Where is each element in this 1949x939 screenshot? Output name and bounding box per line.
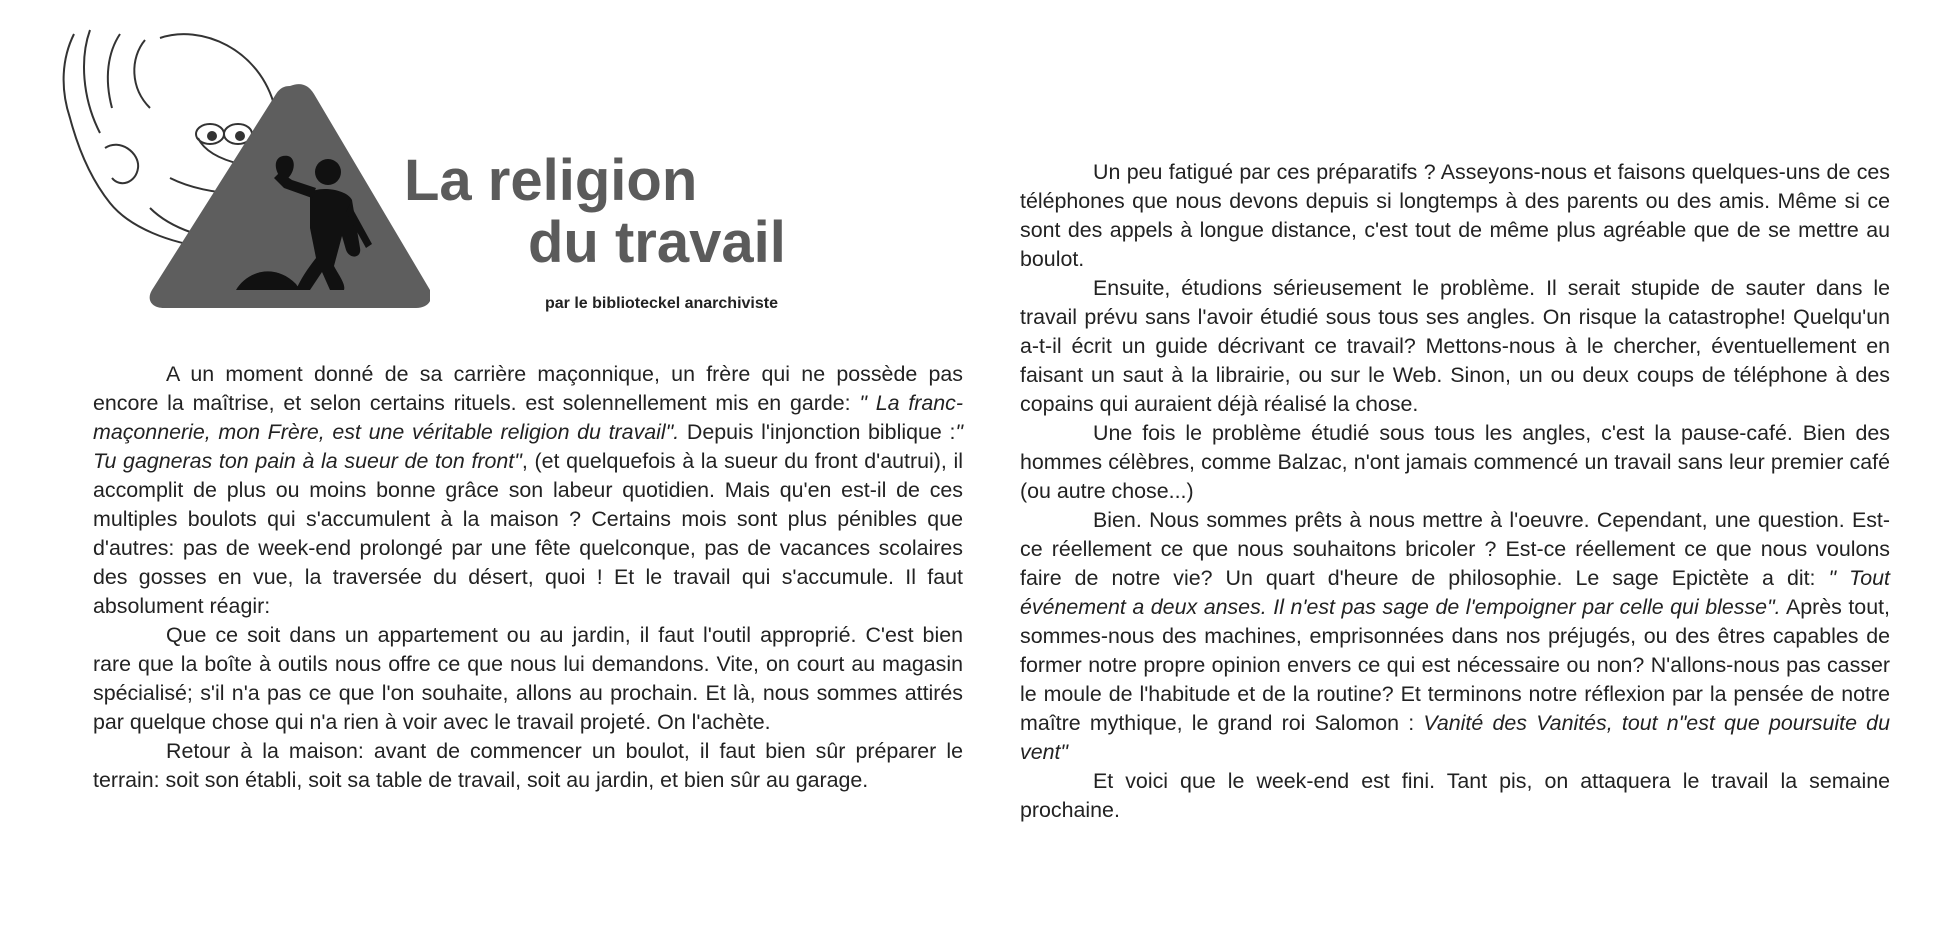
work-warning-sign-icon bbox=[60, 28, 430, 328]
author-byline: par le biblioteckel anarchiviste bbox=[545, 295, 778, 312]
quote-text: " La franc-maçonnerie, mon Frère, est une véritable religion du travail". bbox=[93, 391, 964, 444]
paragraph: Une fois le problème étudié sous tous les angles, c'est la pause-café. Bien des hommes célèbres, comme Balzac, n'ont jamais commencé un travail sans leur premier café (ou autre chose...) bbox=[1020, 421, 1890, 503]
quote-text: " Tu gagneras ton pain à la sueur de ton front" bbox=[93, 420, 963, 473]
left-column bbox=[93, 360, 963, 795]
title-line-2: du travail bbox=[528, 210, 786, 275]
page-title bbox=[400, 150, 870, 274]
paragraph: Que ce soit dans un appartement ou au jardin, il faut l'outil approprié. C'est bien rare que la boîte à outils nous offre ce que nous lui demandons. Vite, on court au magasin spécialisé; s'il n'a pas ce que l'on souhaite, allons au prochain. Et là, nous sommes attirés par quelque chose qui n'a rien à voir avec le travail projeté. On l'achète. bbox=[93, 623, 963, 734]
paragraph: Ensuite, étudions sérieusement le problème. Il serait stupide de sauter dans le travail prévu sans l'avoir étudié sous tous ses angles. On risque la catastrophe! Quelqu'un a-t-il écrit un guide décrivant ce travail? Mettons-nous à le chercher, éventuellement en faisant un saut à la librairie, ou sur le Web. Sinon, un ou deux coups de téléphone à des copains qui auraient déjà réalisé la chose. bbox=[1020, 276, 1890, 416]
right-column bbox=[1020, 158, 1890, 825]
paragraph-text: , (et quelquefois à la sueur du front d'autrui), il accomplit de plus ou moins bonne grâce son labeur quotidien. Mais qu'en est-il de ces multiples boulots qui s'accumulent à la maison ? Certains mois sont plus pénibles que d'autres: pas de week-end prolongé par une fête quelconque, pas de vacances scolaires des gosses en vue, la traversée du désert, quoi ! Et le travail qui s'accumule. Il faut absolument réagir: bbox=[93, 449, 963, 618]
illustration bbox=[60, 28, 430, 328]
quote-text: " Tout événement a deux anses. Il n'est pas sage de l'empoigner par celle qui blesse". bbox=[1020, 566, 1890, 619]
paragraph-text: Bien. Nous sommes prêts à nous mettre à l'oeuvre. Cependant, une question. Est-ce réellement ce que nous souhaitons bricoler ? Est-ce réellement ce que nous voulons faire de notre vie? Un quart d'heure de philosophie. Le sage Epictète a dit: bbox=[1020, 508, 1890, 590]
paragraph: Un peu fatigué par ces préparatifs ? Asseyons-nous et faisons quelques-uns de ces téléphones que nous devons depuis si longtemps à des parents ou des amis. Même si ce sont des appels à longue distance, c'est tout de même plus agréable que de se mettre au boulot. bbox=[1020, 160, 1890, 271]
paragraph: Et voici que le week-end est fini. Tant pis, on attaquera le travail la semaine prochaine. bbox=[1020, 769, 1890, 822]
quote-text: Vanité des Vanités, tout n"est que poursuite du vent" bbox=[1020, 711, 1890, 764]
title-line-1: La religion bbox=[404, 148, 698, 213]
paragraph bbox=[93, 360, 963, 621]
paragraph-text: A un moment donné de sa carrière maçonnique, un frère qui ne possède pas encore la maîtrise, et selon certains rituels. est solennellement mis en garde: bbox=[93, 362, 963, 415]
paragraph: Retour à la maison: avant de commencer un boulot, il faut bien sûr préparer le terrain: soit son établi, soit sa table de travail, soit au jardin, et bien sûr au garage. bbox=[93, 739, 963, 792]
paragraph bbox=[1020, 506, 1890, 767]
paragraph-text: Après tout, sommes-nous des machines, emprisonnées dans nos préjugés, ou des êtres capables de former notre propre opinion envers ce qui est nécessaire ou non? N'allons-nous pas casser le moule de l'habitude et de la routine? Et terminons notre réflexion par la pensée de notre maître mythique, le grand roi Salomon : bbox=[1020, 595, 1890, 735]
paragraph-text: Depuis l'injonction biblique : bbox=[679, 420, 956, 444]
